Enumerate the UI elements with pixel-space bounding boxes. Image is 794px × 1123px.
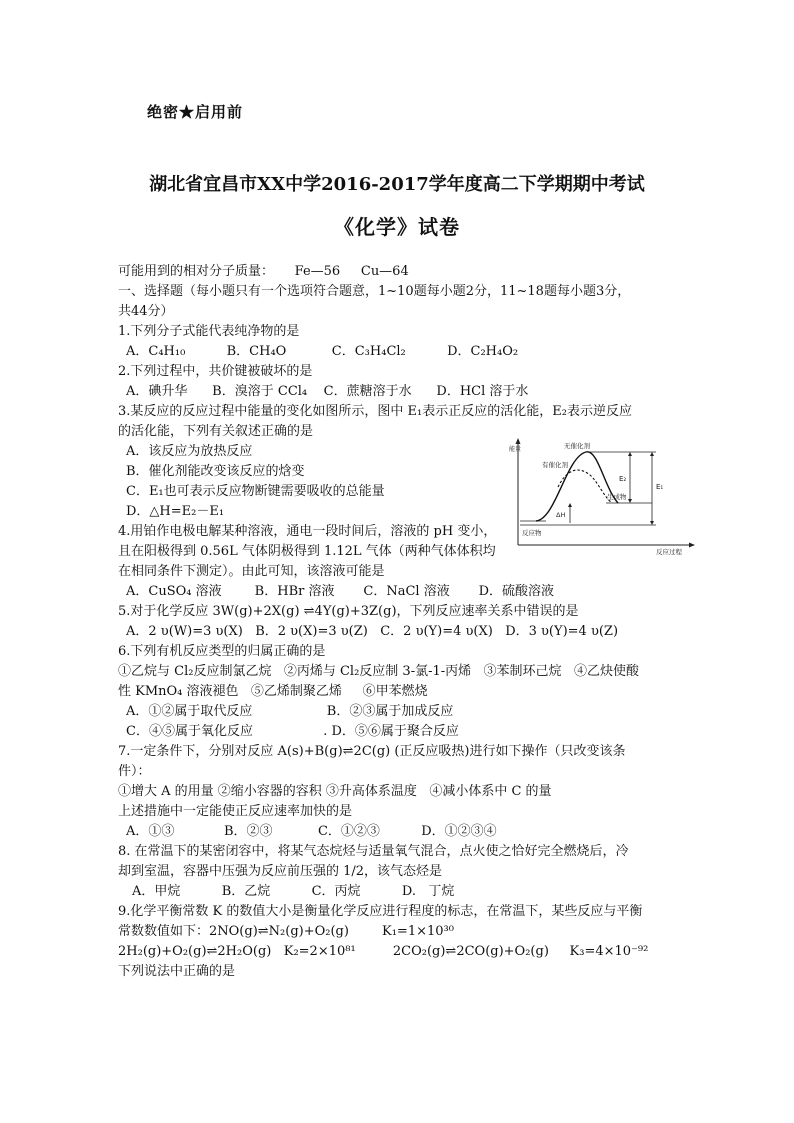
y-axis-label: 能量 bbox=[509, 446, 522, 453]
confidential-mark: 绝密★启用前 bbox=[147, 103, 244, 121]
question-stem: 4.用铂作电极电解某种溶液，通电一段时间后，溶液的 pH 变小， bbox=[118, 524, 497, 539]
question-stem: 6.下列有机反应类型的归属正确的是 bbox=[118, 644, 326, 659]
question-prompt: 下列说法中正确的是 bbox=[118, 964, 236, 979]
question-stem: 5.对于化学反应 3W(g)+2X(g) ⇌4Y(g)+3Z(g)，下列反应速率关系中错误的是 bbox=[118, 604, 579, 619]
question-options: A．①③ B．②③ C．①②③ D．①②③④ bbox=[126, 824, 497, 839]
x-axis-arrow bbox=[689, 543, 695, 548]
question-items: ①增大 A 的用量 ②缩小容器的容积 ③升高体系温度 ④减小体系中 C 的量 bbox=[118, 784, 552, 799]
question-items-cont: 性 KMnO₄ 溶液褪色 ⑤乙烯制聚乙烯 ⑥甲苯燃烧 bbox=[118, 684, 428, 699]
question-option: A．该反应为放热反应 bbox=[126, 444, 253, 459]
question-stem: 2.下列过程中，共价键被破坏的是 bbox=[118, 364, 313, 379]
question-stem-cont: 且在阳极得到 0.56L 气体阴极得到 1.12L 气体（两种气体体积均 bbox=[118, 544, 496, 559]
exam-content bbox=[118, 262, 682, 982]
question-stem-cont: 的活化能，下列有关叙述正确的是 bbox=[118, 424, 314, 439]
question-stem-cont: 却到室温，容器中压强为反应前压强的 1/2，该气态烃是 bbox=[118, 864, 443, 879]
question-options: A．甲烷 B．乙烷 C．丙烷 D. 丁烷 bbox=[132, 884, 455, 899]
question-option: D．△H=E₂－E₁ bbox=[126, 504, 225, 519]
question-equation: 2H₂(g)+O₂(g)⇌2H₂O(g) K₂=2×10⁸¹ 2CO₂(g)⇌2CO(g)+O₂(g) K₃=4×10⁻⁹² bbox=[118, 944, 649, 959]
exam-title: 湖北省宜昌市XX中学2016-2017学年度高二下学期期中考试 bbox=[149, 174, 645, 195]
catalyzed-label: 有催化剂 bbox=[542, 461, 568, 469]
question-option: C．E₁也可表示反应物断键需要吸收的总能量 bbox=[126, 484, 385, 499]
section-heading: 一、选择题（每小题只有一个选项符合题意，1~10题每小题2分，11~18题每小题3分， bbox=[118, 284, 631, 299]
e1-label: E₁ bbox=[656, 483, 664, 491]
question-stem-cont: 在相同条件下测定）。由此可知，该溶液可能是 bbox=[118, 564, 385, 579]
question-equation: 常数数值如下：2NO(g)⇌N₂(g)+O₂(g) K₁=1×10³⁰ bbox=[118, 924, 454, 939]
question-stem: 3.某反应的反应过程中能量的变化如图所示，图中 E₁表示正反应的活化能，E₂表示逆反应 bbox=[118, 404, 632, 419]
question-stem: 1.下列分子式能代表纯净物的是 bbox=[118, 324, 300, 339]
uncatalyzed-label: 无催化剂 bbox=[564, 442, 590, 450]
y-axis-arrow bbox=[516, 438, 521, 444]
question-options: A．C₄H₁₀ B．CH₄O C．C₃H₄Cl₂ D．C₂H₄O₂ bbox=[126, 344, 519, 359]
question-stem: 8. 在常温下的某密闭容中，将某气态烷烃与适量氧气混合，点火使之恰好完全燃烧后，冷 bbox=[118, 844, 629, 859]
question-options: A．2 υ(W)=3 υ(X) B．2 υ(X)=3 υ(Z) C．2 υ(Y)=4 υ(X) D．3 υ(Y)=4 υ(Z) bbox=[126, 624, 619, 639]
question-options: A．①②属于取代反应 B．②③属于加成反应 bbox=[126, 704, 454, 719]
question-option: B．催化剂能改变该反应的焓变 bbox=[126, 464, 305, 479]
dh-label: ΔH bbox=[556, 511, 566, 519]
question-items: ①乙烷与 Cl₂反应制氯乙烷 ②丙烯与 Cl₂反应制 3-氯-1-丙烯 ③苯制环己烷 ④乙炔使酸 bbox=[118, 664, 639, 679]
question-stem: 9.化学平衡常数 K 的数值大小是衡量化学反应进行程度的标志，在常温下，某些反应与平衡 bbox=[118, 904, 643, 919]
atomic-mass-note: 可能用到的相对分子质量： Fe—56 Cu—64 bbox=[118, 264, 409, 279]
energy-diagram bbox=[506, 437, 696, 555]
product-label: 生成物 bbox=[607, 493, 627, 501]
reactant-label: 反应物 bbox=[522, 529, 542, 537]
question-stem: 7.一定条件下，分别对反应 A(s)+B(g)⇌2C(g) (正反应吸热)进行如下操作（只改变该条 bbox=[118, 744, 626, 759]
question-stem-cont: 件）： bbox=[118, 764, 151, 779]
question-options: A．碘升华 B．溴溶于 CCl₄ C．蔗糖溶于水 D．HCl 溶于水 bbox=[126, 384, 529, 399]
question-options: C．④⑤属于氧化反应 . D．⑤⑥属于聚合反应 bbox=[126, 724, 459, 739]
section-heading-cont: 共44分） bbox=[118, 304, 174, 319]
question-options: A．CuSO₄ 溶液 B．HBr 溶液 C．NaCl 溶液 D．硫酸溶液 bbox=[126, 584, 555, 599]
e2-label: E₂ bbox=[619, 475, 627, 483]
question-prompt: 上述措施中一定能使正反应速率加快的是 bbox=[118, 804, 353, 819]
x-axis-label: 反应过程 bbox=[656, 548, 682, 555]
exam-subtitle: 《化学》试卷 bbox=[334, 215, 460, 239]
